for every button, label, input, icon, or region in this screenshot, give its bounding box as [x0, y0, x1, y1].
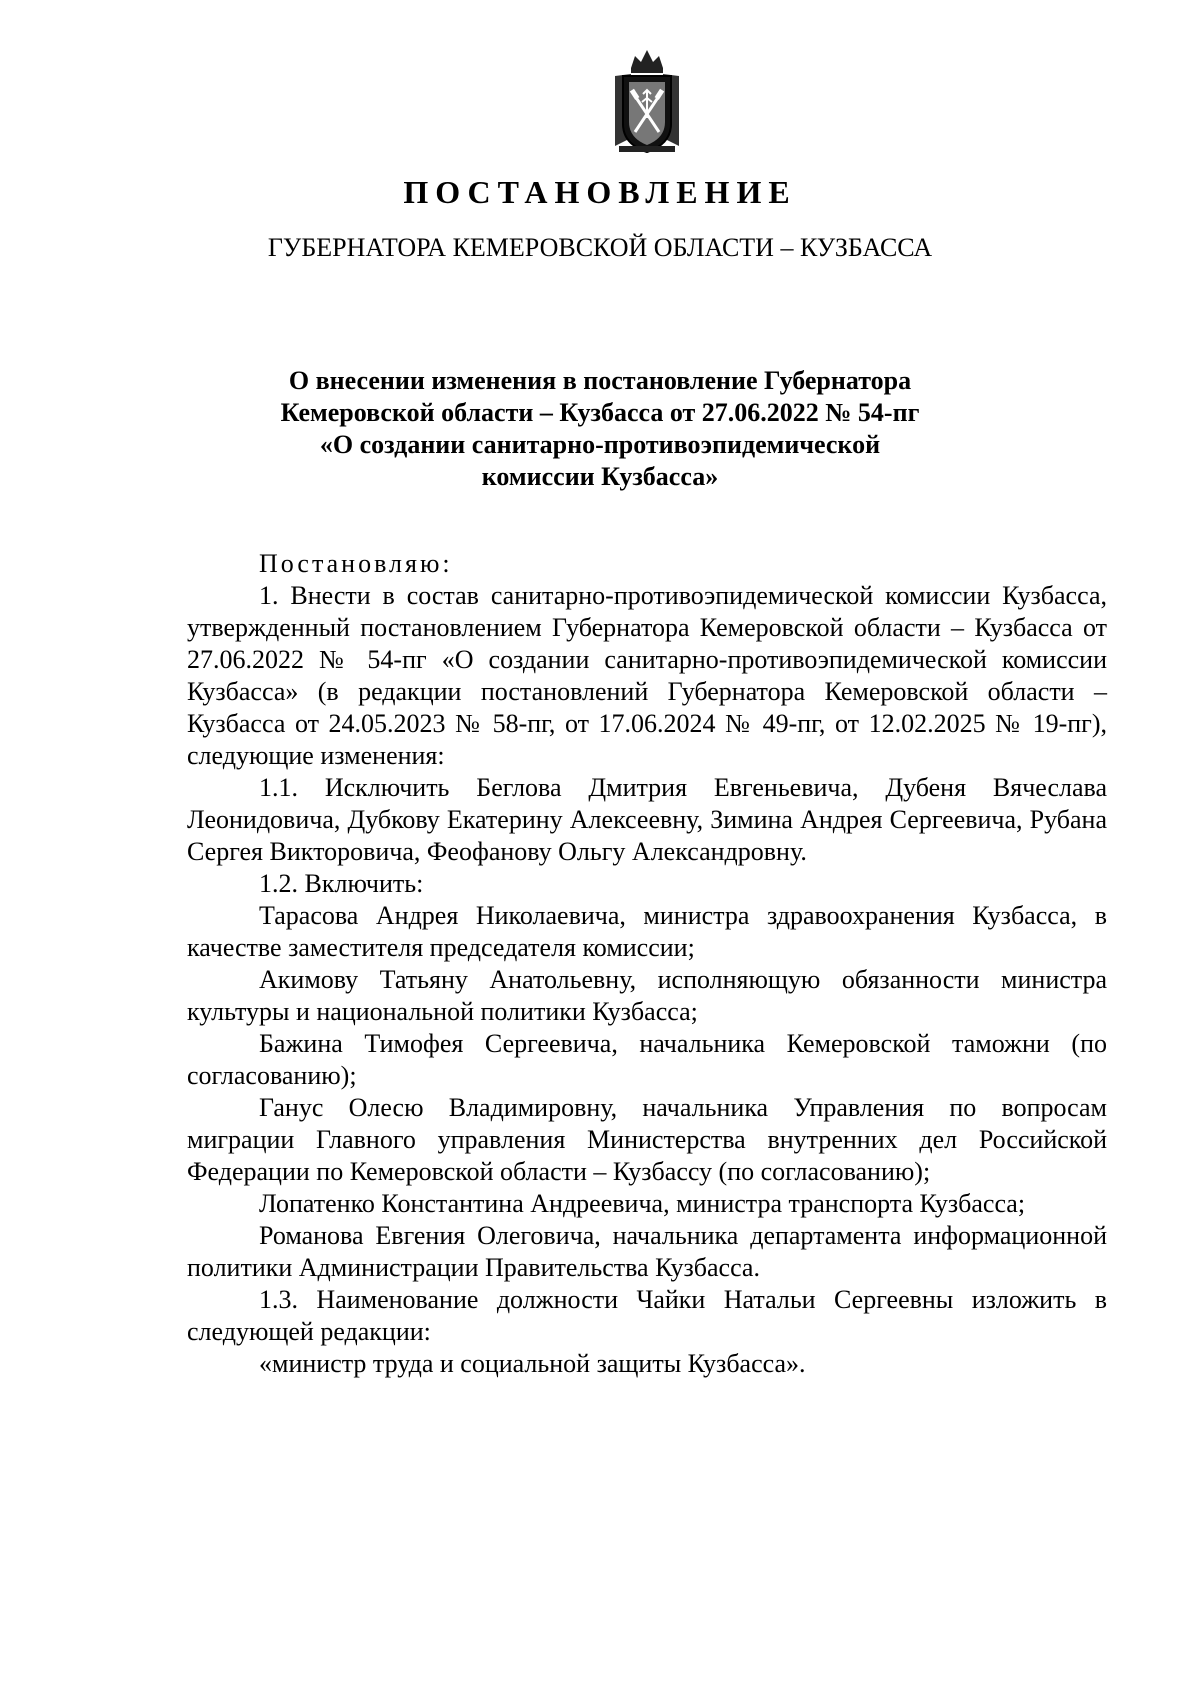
decree-word: Постановляю:: [259, 549, 453, 578]
paragraph-1: 1. Внести в состав санитарно-противоэпидемической комиссии Кузбасса, утвержденный постановлением Губернатора Кемеровской области – Кузбасса от 27.06.2022 № 54-пг «О создании санитарно-противоэпидемической комиссии Кузбасса» (в редакции постановлений Губернатора Кемеровской области – Кузбасса от 24.05.2023 № 58-пг, от 17.06.2024 № 49-пг, от 12.02.2025 № 19-пг), следующие изменения:: [187, 581, 1107, 770]
heading-line: Кемеровской области – Кузбасса от 27.06.2022 № 54-пг: [280, 398, 920, 427]
paragraph-1-2: 1.2. Включить:: [259, 869, 424, 898]
heading-line: О внесении изменения в постановление Губернатора: [288, 366, 912, 395]
document-heading: [190, 365, 1010, 493]
heading-line: комиссии Кузбасса»: [481, 462, 719, 491]
member-romanov: Романова Евгения Олеговича, начальника департамента информационной политики Администрации Правительства Кузбасса.: [187, 1221, 1107, 1282]
position-quote: «министр труда и социальной защиты Кузбасса».: [259, 1349, 806, 1378]
document-body: [187, 548, 1107, 1380]
coat-of-arms-icon: [601, 46, 693, 158]
document-title: ПОСТАНОВЛЕНИЕ: [403, 174, 797, 210]
issuer-line: ГУБЕРНАТОРА КЕМЕРОВСКОЙ ОБЛАСТИ – КУЗБАССА: [267, 233, 933, 262]
member-ganus: Ганус Олесю Владимировну, начальника Управления по вопросам миграции Главного управления Министерства внутренних дел Российской Федерации по Кемеровской области – Кузбассу (по согласованию);: [187, 1093, 1107, 1186]
paragraph-1-3: 1.3. Наименование должности Чайки Натальи Сергеевны изложить в следующей редакции:: [187, 1285, 1107, 1346]
paragraph-1-1: 1.1. Исключить Беглова Дмитрия Евгеньевича, Дубеня Вячеслава Леонидовича, Дубкову Екатерину Алексеевну, Зимина Андрея Сергеевича, Рубана Сергея Викторовича, Феофанову Ольгу Александровну.: [187, 773, 1107, 866]
member-akimova: Акимову Татьяну Анатольевну, исполняющую обязанности министра культуры и национальной политики Кузбасса;: [187, 965, 1107, 1026]
member-tarasov: Тарасова Андрея Николаевича, министра здравоохранения Кузбасса, в качестве заместителя председателя комиссии;: [187, 901, 1107, 962]
heading-line: «О создании санитарно-противоэпидемической: [319, 430, 881, 459]
member-bazhin: Бажина Тимофея Сергеевича, начальника Кемеровской таможни (по согласованию);: [187, 1029, 1107, 1090]
member-lopatenko: Лопатенко Константина Андреевича, министра транспорта Кузбасса;: [259, 1189, 1026, 1218]
